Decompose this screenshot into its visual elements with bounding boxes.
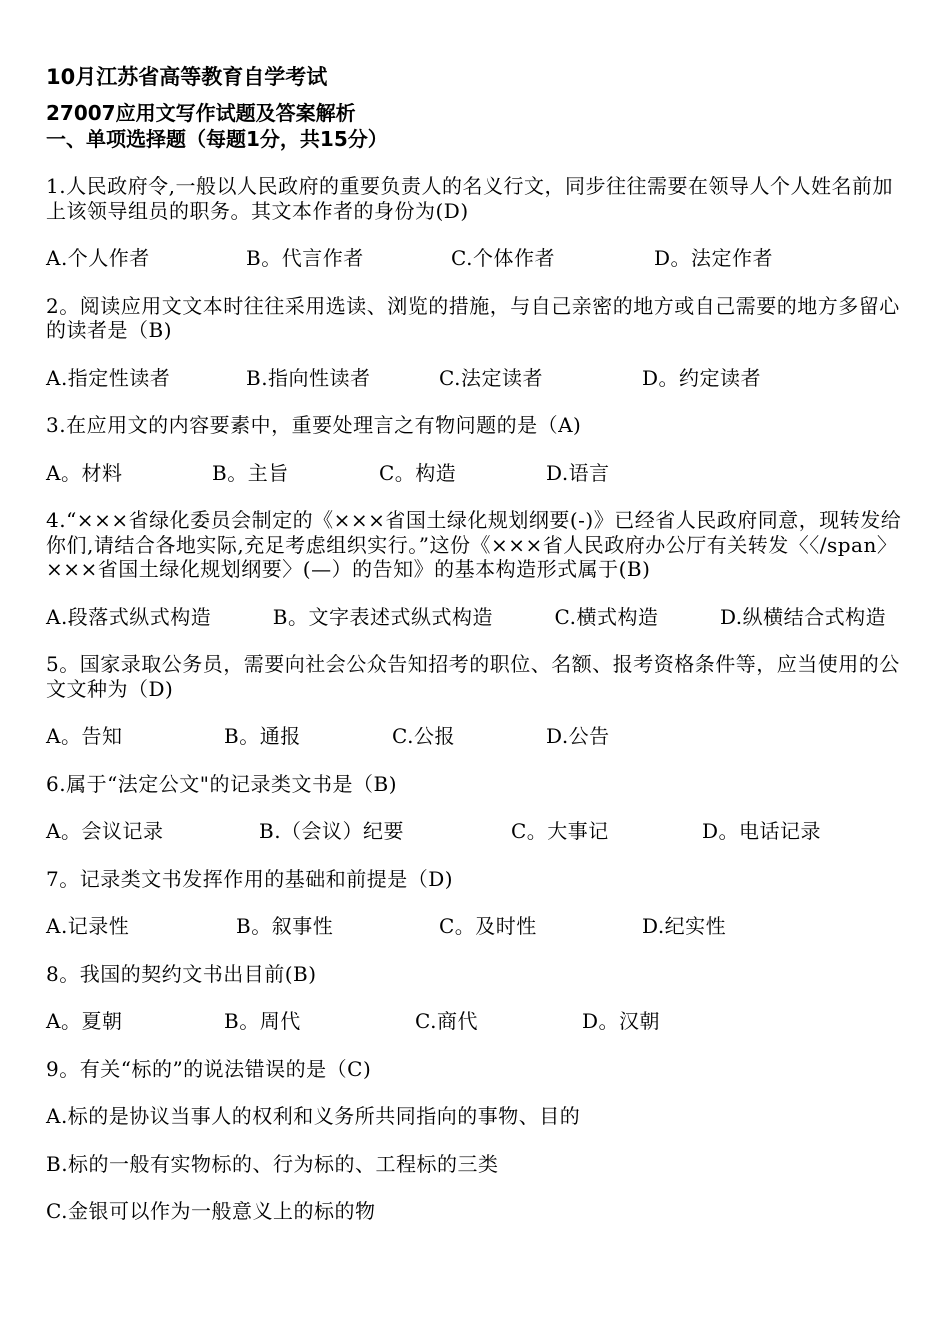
question-9-option-b: B.标的一般有实物标的、行为标的、工程标的三类 (46, 1151, 499, 1176)
question-6-options (46, 819, 906, 844)
option-d: D.公告 (546, 724, 610, 748)
option-c: C.公报 (392, 724, 455, 748)
option-c: C。大事记 (511, 819, 609, 843)
document-title: 10月江苏省高等教育自学考试 (46, 65, 328, 89)
option-a: A。告知 (46, 724, 123, 748)
question-4-options: A.段落式纵式构造 B。文字表述式纵式构造 C.横式构造 D.纵横结合式构造 (46, 604, 887, 629)
option-b: B。主旨 (212, 460, 289, 485)
question-5-options (46, 724, 906, 749)
option-b: B。叙事性 (236, 914, 334, 938)
question-9-option-c: C.金银可以作为一般意义上的标的物 (46, 1199, 376, 1223)
question-7-stem: 7。记录类文书发挥作用的基础和前提是（D) (46, 866, 454, 891)
question-1-options (46, 246, 906, 271)
option-d: D.语言 (546, 460, 610, 485)
option-b: B。通报 (224, 724, 301, 748)
option-b: B。周代 (224, 1009, 301, 1033)
option-d: D。法定作者 (654, 246, 774, 270)
document-content (46, 62, 906, 1224)
option-a: A.个人作者 (46, 246, 150, 270)
question-8-stem: 8。我国的契约文书出目前(B) (46, 961, 317, 986)
option-d: D.纪实性 (642, 914, 727, 938)
question-3-options (46, 461, 906, 486)
option-a: A。材料 (46, 460, 123, 485)
option-a: A.指定性读者 (46, 365, 171, 390)
document-subtitle: 27007应用文写作试题及答案解析 (46, 101, 356, 125)
option-b: B.（会议）纪要 (259, 819, 405, 843)
option-a: A。夏朝 (46, 1009, 123, 1033)
question-5-stem: 5。国家录取公务员，需要向社会公众告知招考的职位、名额、报考资格条件等，应当使用的公文文种为（D) (46, 652, 900, 701)
question-9-option-a: A.标的是协议当事人的权利和义务所共同指向的事物、目的 (46, 1104, 581, 1128)
question-4-stem: 4.“×××省绿化委员会制定的《×××省国土绿化规划纲要(-)》已经省人民政府同意，现转发给你们,请结合各地实际,充足考虑组织实行。”这份《×××省人民政府办公厅有关转发〈〈/span〉×××省国土绿化规划纲要〉(—）的告知》的基本构造形式属于(B) (46, 508, 902, 581)
question-3-stem: 3.在应用文的内容要素中，重要处理言之有物问题的是（A) (46, 413, 582, 437)
option-a: A。会议记录 (46, 819, 164, 843)
question-2-options (46, 366, 906, 391)
question-1-stem: 1.人民政府令,一般以人民政府的重要负责人的名义行文，同步往往需要在领导人个人姓名前加上该领导组员的职务。其文本作者的身份为(D) (46, 174, 893, 223)
section-heading: 一、单项选择题（每题1分，共15分） (46, 127, 388, 151)
option-b: B.指向性读者 (246, 365, 371, 390)
option-c: C。及时性 (439, 914, 537, 938)
option-d: D。电话记录 (702, 819, 822, 843)
option-b: B。代言作者 (246, 246, 364, 270)
question-9-stem: 9。有关“标的”的说法错误的是（C) (46, 1056, 372, 1081)
option-c: C.商代 (415, 1009, 478, 1033)
option-d: D。汉朝 (582, 1009, 661, 1033)
option-c: C.法定读者 (439, 365, 543, 390)
question-6-stem: 6.属于“法定公文"的记录类文书是（B) (46, 771, 398, 796)
option-d: D。约定读者 (642, 365, 762, 390)
option-c: C.个体作者 (451, 246, 555, 270)
question-7-options (46, 914, 906, 939)
question-8-options (46, 1009, 906, 1034)
option-c: C。构造 (379, 460, 457, 485)
option-a: A.记录性 (46, 914, 130, 938)
question-2-stem: 2。阅读应用文文本时往往采用选读、浏览的措施，与自己亲密的地方或自己需要的地方多留心的读者是（B) (46, 293, 900, 342)
